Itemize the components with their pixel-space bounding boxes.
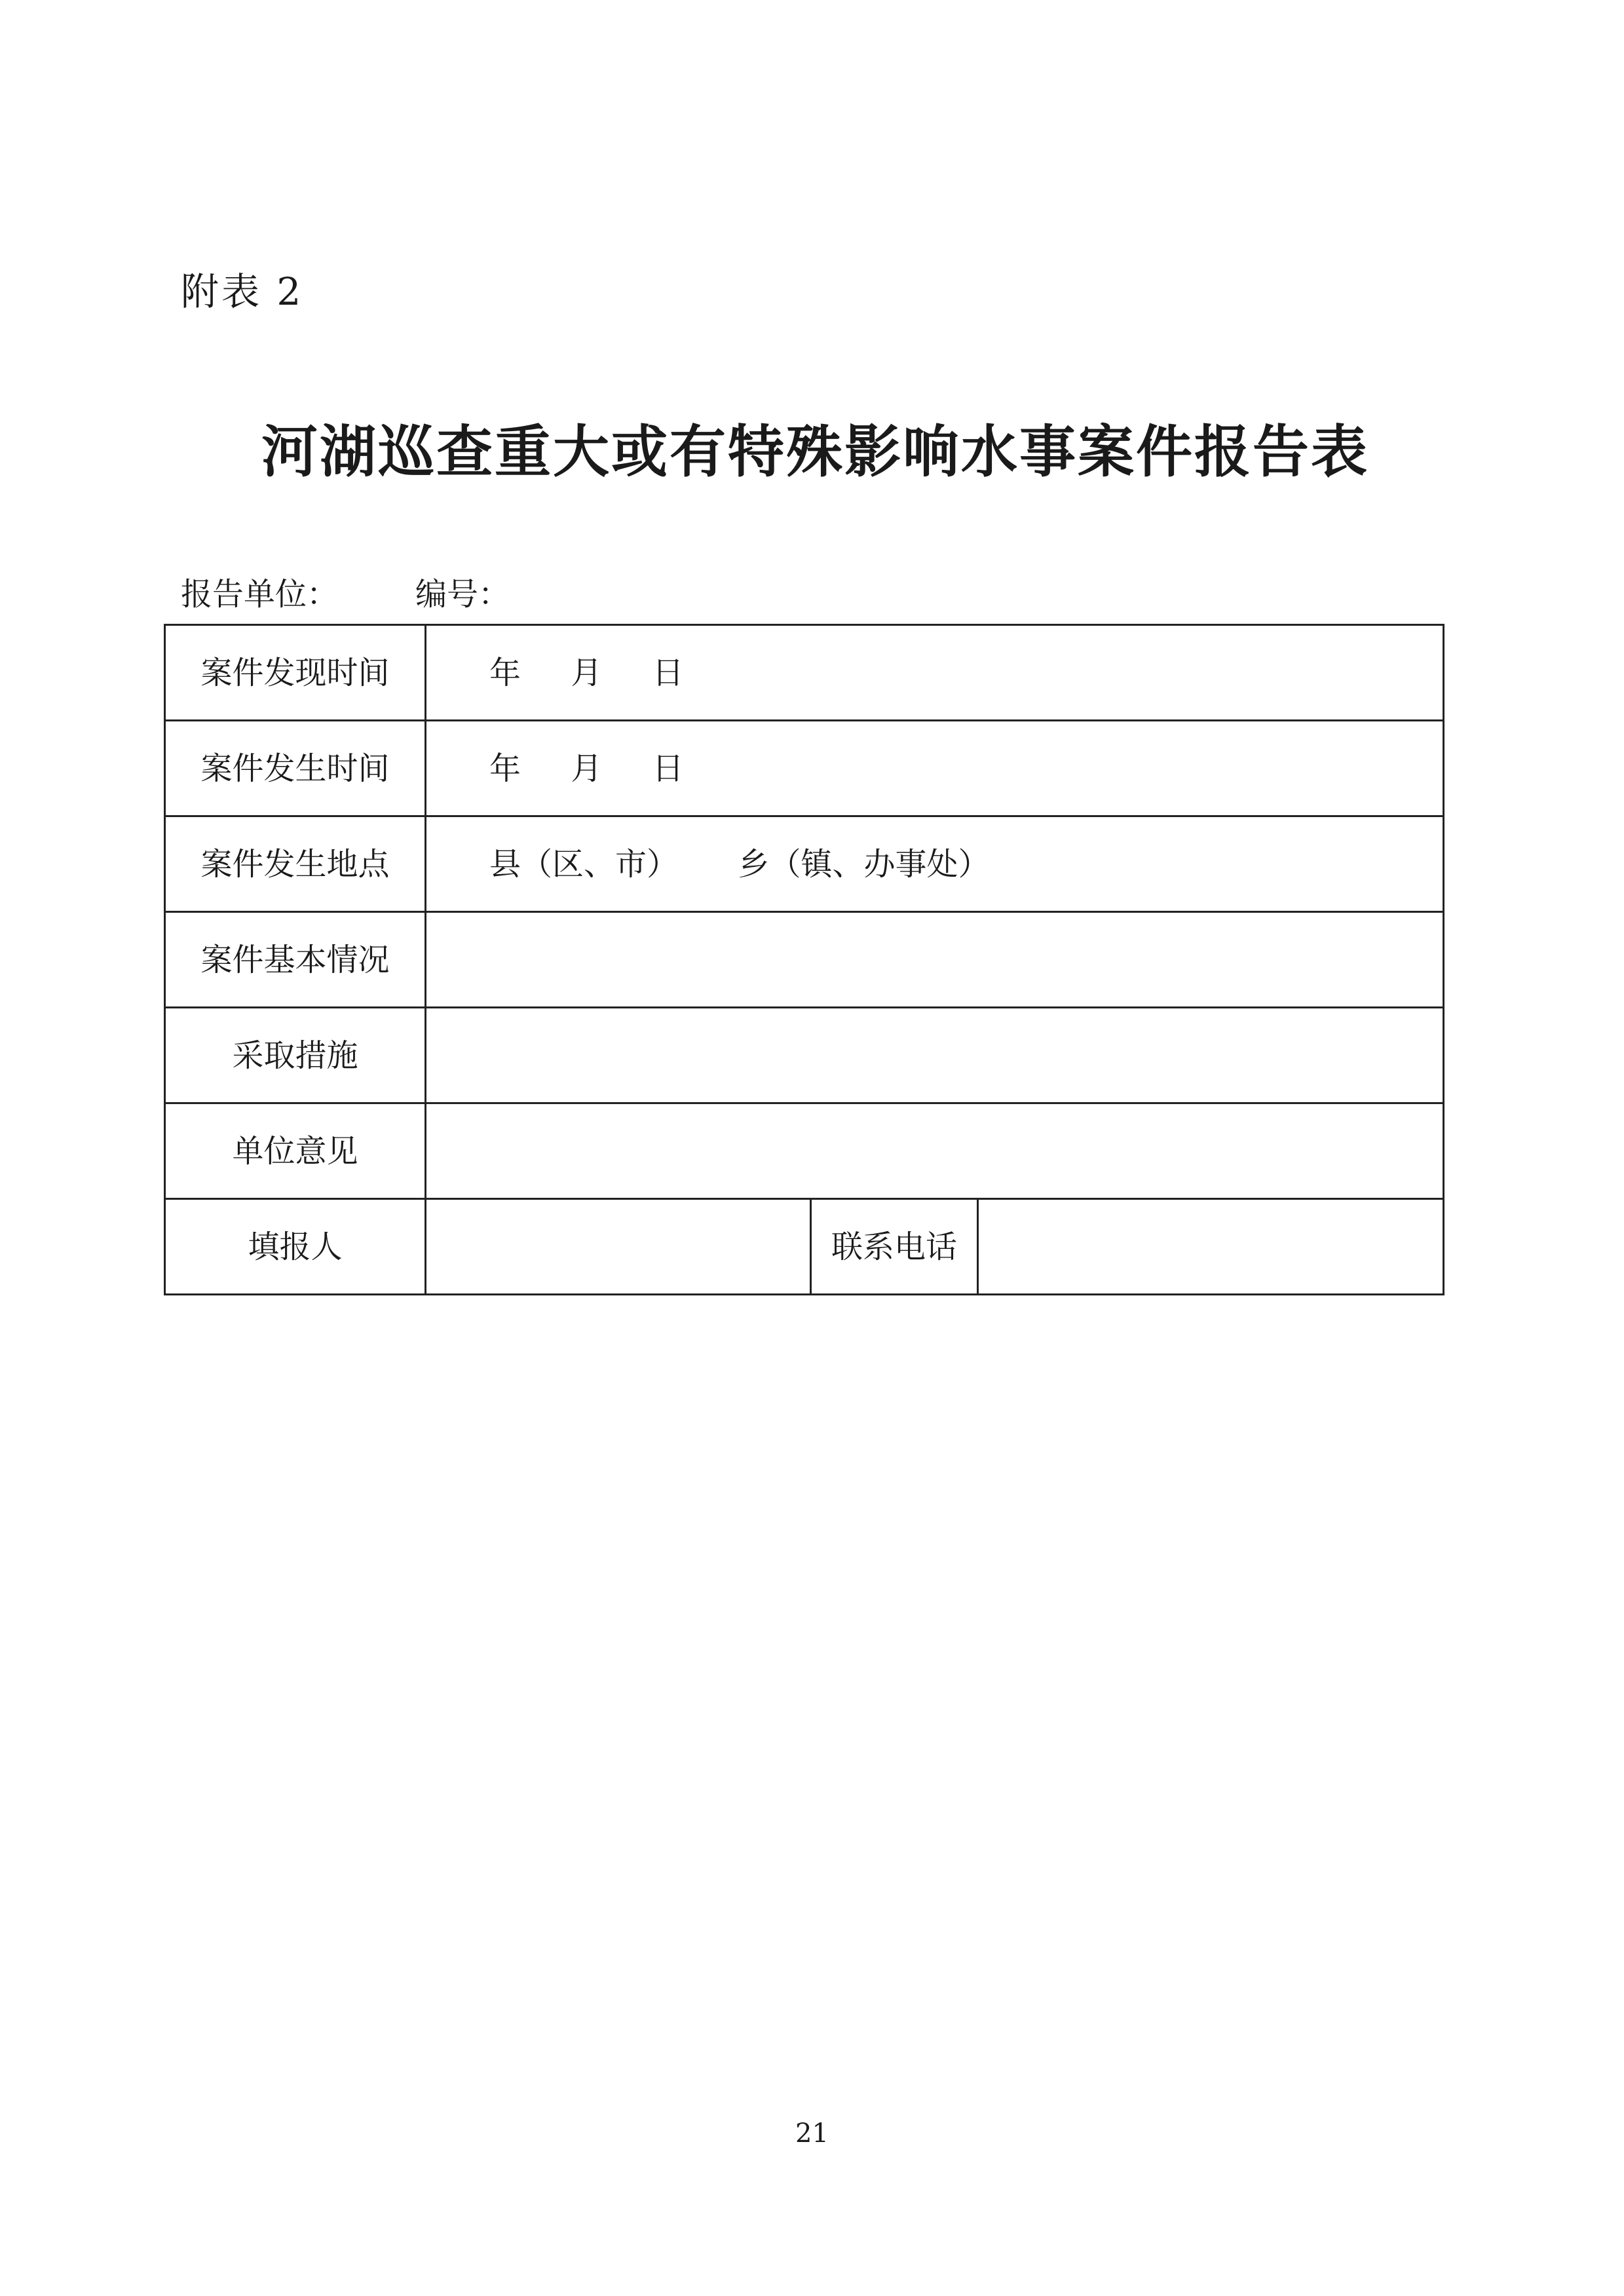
- document-title: 河湖巡查重大或有特殊影响水事案件报告表: [261, 419, 1369, 485]
- table-row: [165, 721, 1444, 816]
- row-label-unit-opinion: 单位意见: [165, 1103, 426, 1199]
- row-label-phone: 联系电话: [811, 1199, 978, 1295]
- table-row: [165, 1008, 1444, 1103]
- measures-field[interactable]: [426, 1008, 1444, 1103]
- row-label-location: 案件发生地点: [165, 816, 426, 912]
- table-row: [165, 1103, 1444, 1199]
- page-number: 21: [795, 2118, 829, 2149]
- row-label-occurrence-time: 案件发生时间: [165, 721, 426, 816]
- row-label-basic-situation: 案件基本情况: [165, 912, 426, 1008]
- filler-field[interactable]: [426, 1199, 811, 1295]
- serial-number-label: 编号：: [415, 576, 510, 613]
- report-meta-line: [181, 573, 510, 615]
- table-row: [165, 912, 1444, 1008]
- report-unit-label: 报告单位：: [181, 576, 339, 613]
- table-row: [165, 816, 1444, 912]
- location-field[interactable]: 县（区、市） 乡（镇、办事处）: [426, 816, 1444, 912]
- row-label-filler: 填报人: [165, 1199, 426, 1295]
- basic-situation-field[interactable]: [426, 912, 1444, 1008]
- occurrence-time-field[interactable]: 年 月 日: [426, 721, 1444, 816]
- row-label-measures: 采取措施: [165, 1008, 426, 1103]
- table-row: [165, 1199, 1444, 1295]
- annex-label: 附表 2: [181, 269, 304, 314]
- case-report-table: [164, 624, 1445, 1295]
- phone-field[interactable]: [978, 1199, 1444, 1295]
- row-label-discovery-time: 案件发现时间: [165, 625, 426, 721]
- discovery-time-field[interactable]: 年 月 日: [426, 625, 1444, 721]
- table-row: [165, 625, 1444, 721]
- unit-opinion-field[interactable]: [426, 1103, 1444, 1199]
